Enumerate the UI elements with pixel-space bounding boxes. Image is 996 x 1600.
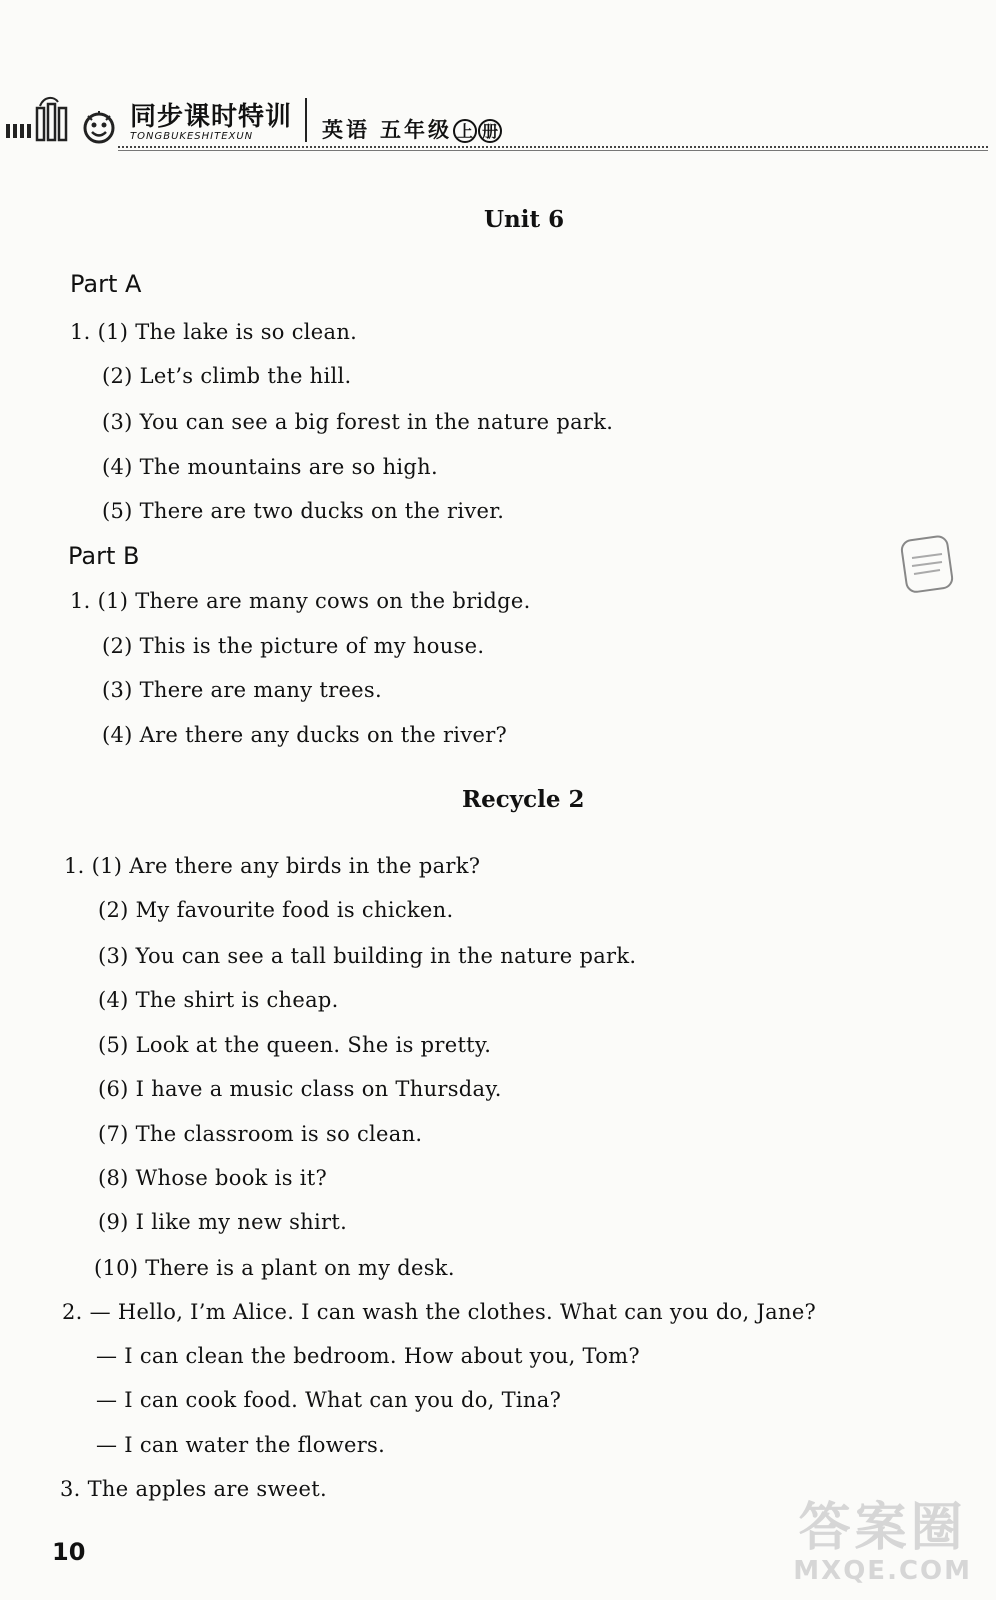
answer-line: (4) The shirt is cheap.	[98, 988, 339, 1012]
answer-line: (7) The classroom is so clean.	[98, 1122, 423, 1146]
brand-pinyin: TONGBUKESHITEXUN	[130, 131, 254, 142]
answer-line: (3) You can see a big forest in the nature park.	[102, 410, 614, 434]
page-header	[0, 88, 996, 168]
dialogue-line: 2. — Hello, I’m Alice. I can wash the clothes. What can you do, Jane?	[62, 1300, 817, 1324]
volume-badge-2: 册	[478, 119, 502, 143]
brand	[130, 96, 292, 142]
answer-line: (4) The mountains are so high.	[102, 455, 438, 479]
answer-line: (9) I like my new shirt.	[98, 1210, 348, 1234]
site-watermark	[793, 1500, 972, 1586]
unit-title: Unit 6	[484, 206, 565, 233]
answer-line: 1. (1) There are many cows on the bridge.	[70, 589, 531, 613]
answer-line: (3) You can see a tall building in the nature park.	[98, 944, 637, 968]
watermark-url: MXQE.COM	[793, 1556, 972, 1586]
answer-line: (5) Look at the queen. She is pretty.	[98, 1033, 492, 1057]
dialogue-line: — I can cook food. What can you do, Tina?	[96, 1388, 562, 1412]
seal-stamp-icon	[900, 534, 956, 596]
answer-line: (8) Whose book is it?	[98, 1166, 328, 1190]
part-a-heading: Part A	[70, 270, 142, 298]
answer-line: (3) There are many trees.	[102, 678, 382, 702]
brand-title: 同步课时特训	[130, 102, 293, 132]
recycle-title: Recycle 2	[462, 786, 585, 813]
dialogue-line: — I can clean the bedroom. How about you, Tom?	[96, 1344, 640, 1368]
volume-badge-1: 上	[453, 119, 477, 143]
part-b-heading: Part B	[68, 542, 140, 570]
books-logo-icon	[34, 94, 78, 142]
subject-grade	[322, 114, 502, 144]
answer-line: (4) Are there any ducks on the river?	[102, 723, 508, 747]
header-rule-solid	[118, 150, 988, 151]
header-divider	[305, 98, 307, 142]
watermark-cn: 答案圈	[798, 1498, 967, 1558]
logo-bars-icon	[6, 124, 31, 138]
smiley-mascot-icon	[80, 108, 118, 146]
grade-label: 五年级	[380, 118, 452, 142]
answer-line: 1. (1) Are there any birds in the park?	[64, 854, 481, 878]
subject-label: 英语	[322, 118, 370, 142]
answer-line: (2) My favourite food is chicken.	[98, 898, 454, 922]
answer-line: (2) Let’s climb the hill.	[102, 364, 352, 388]
answer-line: (6) I have a music class on Thursday.	[98, 1077, 502, 1101]
answer-line: 1. (1) The lake is so clean.	[70, 320, 358, 344]
header-rule	[118, 146, 988, 148]
answer-line: (5) There are two ducks on the river.	[102, 499, 505, 523]
answer-line: (10) There is a plant on my desk.	[94, 1256, 455, 1280]
answer-line: 3. The apples are sweet.	[60, 1477, 327, 1501]
answer-line: (2) This is the picture of my house.	[102, 634, 485, 658]
page-number: 10	[52, 1538, 86, 1566]
dialogue-line: — I can water the flowers.	[96, 1433, 386, 1457]
